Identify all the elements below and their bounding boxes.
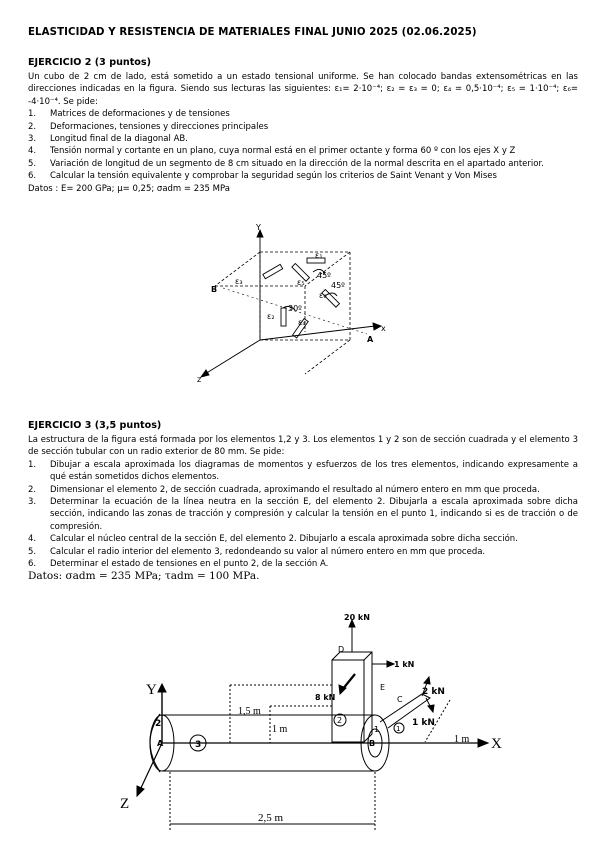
load-1kn-top-arrow: [387, 661, 394, 667]
element-2-depth: [332, 652, 372, 742]
gauge-2: [281, 308, 286, 326]
y-axis-label: Y: [146, 682, 157, 698]
list-item: 3. Determinar la ecuación de la línea neutra en la sección E, del elemento 2. Dibujarla a escala aproximada sobre dicha sección, indicando las zonas de tracción y compresión y calcular la tensión en el punto 1, indicando si es de tracción o de compresión.: [28, 497, 578, 532]
gauge-5-label: ε₅: [297, 278, 305, 287]
point-e-label: E: [380, 683, 386, 692]
element-3-number: 3: [195, 740, 202, 750]
gauge-6-label: ε₆: [319, 291, 327, 300]
angle-30-label: 30º: [288, 304, 302, 313]
point-a-label: A: [157, 739, 164, 748]
exam-title: ELASTICIDAD Y RESISTENCIA DE MATERIALES FINAL JUNIO 2025 (02.06.2025): [28, 27, 477, 38]
element-2-number: 2: [337, 716, 343, 725]
z-axis-label: Z: [120, 796, 130, 812]
load-1kn-right-arrow: [428, 705, 434, 712]
element-2-box: [332, 660, 364, 742]
point-c-label: C: [397, 695, 403, 704]
load-2kn-arrow: [424, 677, 430, 684]
x-axis-label: x: [381, 324, 386, 333]
cube-edge: [305, 340, 350, 374]
load-2kn-label: 2 kN: [422, 687, 445, 697]
angle-45-label-b: 45º: [331, 281, 345, 290]
y-axis-label: Y: [256, 223, 261, 232]
gauge-3-label: ε₃: [235, 277, 243, 286]
z-axis-label: z: [197, 375, 202, 384]
list-item: 1. Matrices de deformaciones y de tensiones: [28, 109, 230, 120]
list-item: 1. Dibujar a escala aproximada los diagramas de momentos y esfuerzos de los tres elementos, indicando expresamente a qué están sometidos dichos elementos.: [28, 459, 578, 483]
dim-1m-b-label: 1 m: [454, 734, 470, 745]
list-item: 2. Dimensionar el elemento 2, de sección cuadrada, aproximando el resultado al número entero en mm que proceda.: [28, 484, 540, 495]
element-2-edge: [364, 652, 372, 660]
exercise-3-data: Datos: σadm = 235 MPa; τadm = 100 MPa.: [28, 570, 260, 583]
list-item: 3. Longitud final de la diagonal AB.: [28, 134, 188, 145]
load-1kn-top-label: 1 kN: [394, 660, 415, 669]
x-axis-arrow: [478, 739, 488, 747]
list-item: 6. Determinar el estado de tensiones en el punto 2, de la sección A.: [28, 559, 329, 570]
gauge-2-label: ε₂: [267, 312, 275, 321]
exercise-3-section: [28, 420, 578, 582]
exercise-3-intro: La estructura de la figura está formada por los elementos 1,2 y 3. Los elementos 1 y 2 son de sección cuadrada y el elemento 3 de sección tubular con un radio exterior de 80 mm. Se pide:: [28, 435, 578, 458]
point-d-label: D: [338, 645, 345, 654]
x-axis-label: X: [491, 736, 502, 752]
list-item: 5. Variación de longitud de un segmento de 8 cm situado en la dirección de la normal descrita en el apartado anterior.: [28, 158, 544, 169]
list-item: 4. Tensión normal y cortante en un plano, cuya normal está en el primer octante y forma 60 º con los ejes X y Z: [28, 146, 516, 157]
z-axis-arrow: [201, 370, 209, 377]
dim-1m-a-label: 1 m: [272, 724, 288, 735]
x-axis-arrow: [373, 323, 381, 330]
strain-gauge-cube-figure: [195, 222, 405, 387]
exercise-2-data: Datos : E= 200 GPa; μ= 0,25; σadm = 235 MPa: [28, 183, 230, 194]
list-item: 4. Calcular el núcleo central de la sección E, del elemento 2. Dibujarlo a escala aproximada sobre dicha sección.: [28, 534, 518, 545]
load-1kn-right-label: 1 kN: [412, 718, 435, 728]
z-axis: [205, 340, 260, 374]
list-item: 5. Calcular el radio interior del elemento 3, redondeando su valor al número entero en mm que proceda.: [28, 546, 486, 557]
point-a-label: A: [367, 335, 374, 344]
y-axis-arrow: [158, 684, 166, 692]
point-1-label: 1: [374, 725, 380, 734]
exercise-3-list: [28, 459, 578, 571]
exercise-2-heading: EJERCICIO 2 (3 puntos): [28, 57, 151, 68]
gauge-4-label: ε₄: [298, 318, 306, 327]
list-item: 2. Deformaciones, tensiones y direcciones principales: [28, 121, 269, 132]
dim-1-5m-label: 1,5 m: [238, 706, 261, 717]
angle-45-label-a: 45º: [317, 271, 331, 280]
x-axis: [260, 326, 375, 340]
gauge-3: [263, 264, 283, 278]
point-b-label: B: [211, 285, 218, 294]
point-2-label: 2: [155, 719, 162, 729]
exercise-2-intro: Un cubo de 2 cm de lado, está sometido a un estado tensional uniforme. Se han colocado bandas extensométricas en las direcciones indicadas en la figura. Siendo sus lecturas las siguientes: ε₁= 2·10⁻⁴; ε₂ = ε₃ = 0; ε₄ = 0,5·10⁻⁴; ε₅ = 1·10⁻⁴; ε₆= -4·10⁻⁴. Se pide:: [28, 72, 578, 107]
load-8kn-label: 8 kN: [315, 693, 336, 702]
dim-2-5m-label: 2,5 m: [258, 812, 284, 824]
exercise-2-section: [28, 57, 578, 195]
exercise-2-list: [28, 108, 578, 182]
list-item: 6. Calcular la tensión equivalente y comprobar la seguridad según los criterios de Saint Venant y Von Mises: [28, 171, 497, 182]
point-b-label: B: [369, 739, 376, 748]
z-axis-arrow: [137, 786, 144, 796]
gauge-1-label: ε₁: [315, 251, 323, 260]
load-20kn-label: 20 kN: [344, 613, 370, 622]
exercise-3-heading: EJERCICIO 3 (3,5 puntos): [28, 420, 162, 431]
element-1-number: 1: [396, 725, 401, 733]
structure-figure: [110, 612, 510, 844]
